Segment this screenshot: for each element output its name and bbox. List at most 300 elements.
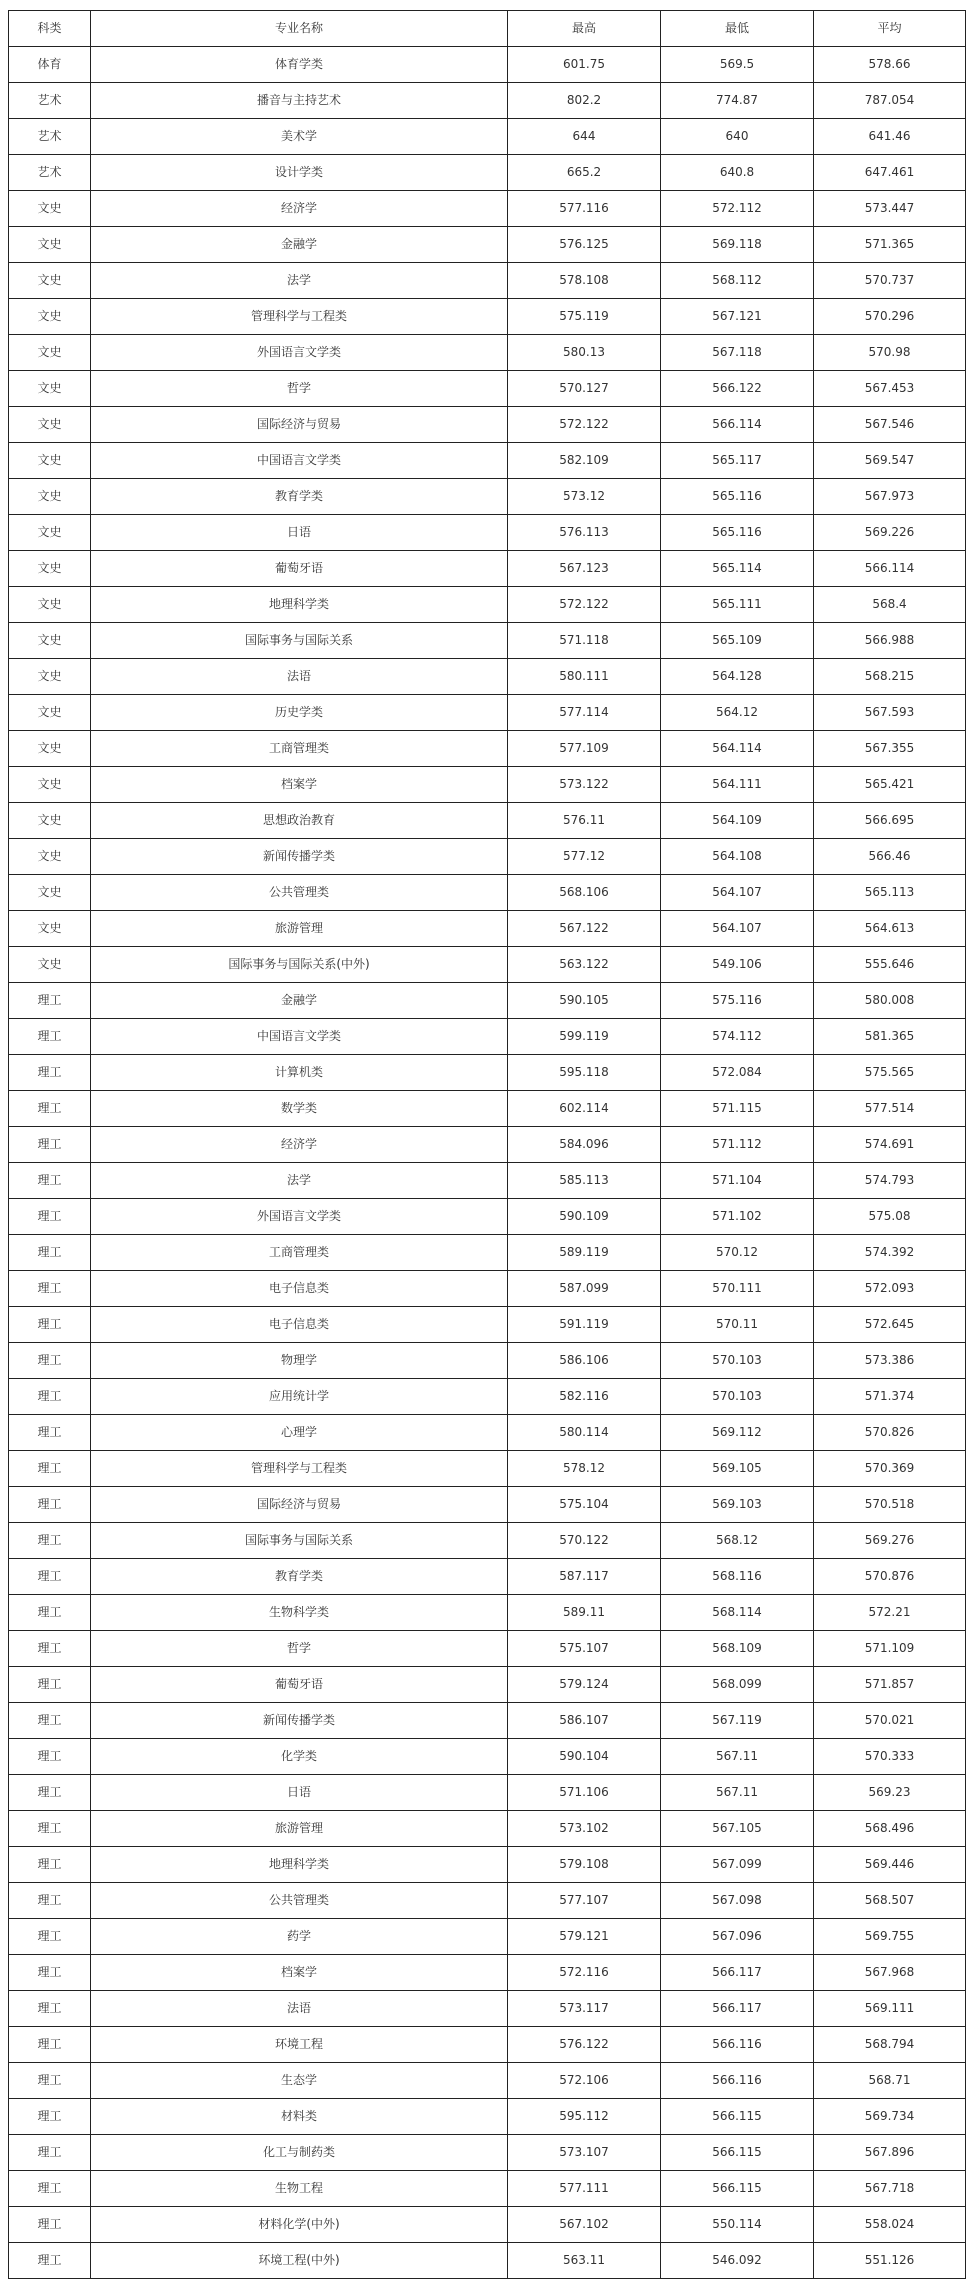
cell-max-score: 576.11 bbox=[508, 803, 661, 839]
cell-category: 理工 bbox=[9, 2243, 91, 2279]
cell-category: 理工 bbox=[9, 1559, 91, 1595]
cell-avg-score: 566.695 bbox=[814, 803, 966, 839]
cell-category: 文史 bbox=[9, 335, 91, 371]
cell-avg-score: 571.109 bbox=[814, 1631, 966, 1667]
cell-max-score: 576.113 bbox=[508, 515, 661, 551]
table-row bbox=[9, 1091, 966, 1127]
cell-max-score: 577.116 bbox=[508, 191, 661, 227]
cell-avg-score: 567.355 bbox=[814, 731, 966, 767]
cell-category: 理工 bbox=[9, 2099, 91, 2135]
cell-avg-score: 572.21 bbox=[814, 1595, 966, 1631]
cell-max-score: 571.118 bbox=[508, 623, 661, 659]
cell-max-score: 577.12 bbox=[508, 839, 661, 875]
cell-category: 文史 bbox=[9, 947, 91, 983]
cell-max-score: 567.123 bbox=[508, 551, 661, 587]
cell-min-score: 567.118 bbox=[661, 335, 814, 371]
cell-min-score: 570.12 bbox=[661, 1235, 814, 1271]
table-header-row bbox=[9, 11, 966, 47]
cell-max-score: 585.113 bbox=[508, 1163, 661, 1199]
cell-max-score: 580.111 bbox=[508, 659, 661, 695]
table-row bbox=[9, 1631, 966, 1667]
cell-min-score: 568.099 bbox=[661, 1667, 814, 1703]
cell-avg-score: 569.755 bbox=[814, 1919, 966, 1955]
cell-avg-score: 569.446 bbox=[814, 1847, 966, 1883]
table-row bbox=[9, 1847, 966, 1883]
table-row bbox=[9, 1127, 966, 1163]
cell-avg-score: 569.23 bbox=[814, 1775, 966, 1811]
cell-min-score: 570.103 bbox=[661, 1379, 814, 1415]
cell-min-score: 564.107 bbox=[661, 875, 814, 911]
cell-min-score: 572.084 bbox=[661, 1055, 814, 1091]
cell-category: 理工 bbox=[9, 1595, 91, 1631]
cell-max-score: 577.109 bbox=[508, 731, 661, 767]
cell-min-score: 566.116 bbox=[661, 2063, 814, 2099]
table-body bbox=[9, 47, 966, 2279]
header-major-name: 专业名称 bbox=[91, 11, 508, 47]
cell-avg-score: 569.734 bbox=[814, 2099, 966, 2135]
cell-category: 理工 bbox=[9, 1487, 91, 1523]
cell-max-score: 580.13 bbox=[508, 335, 661, 371]
table-row bbox=[9, 1739, 966, 1775]
cell-major-name: 生物科学类 bbox=[91, 1595, 508, 1631]
cell-min-score: 567.096 bbox=[661, 1919, 814, 1955]
table-row bbox=[9, 1883, 966, 1919]
cell-max-score: 572.122 bbox=[508, 587, 661, 623]
cell-max-score: 644 bbox=[508, 119, 661, 155]
cell-major-name: 数学类 bbox=[91, 1091, 508, 1127]
cell-category: 理工 bbox=[9, 1883, 91, 1919]
cell-category: 艺术 bbox=[9, 119, 91, 155]
cell-avg-score: 575.08 bbox=[814, 1199, 966, 1235]
cell-category: 艺术 bbox=[9, 155, 91, 191]
cell-category: 理工 bbox=[9, 1055, 91, 1091]
header-category: 科类 bbox=[9, 11, 91, 47]
table-row bbox=[9, 587, 966, 623]
cell-category: 理工 bbox=[9, 1631, 91, 1667]
table-row bbox=[9, 1019, 966, 1055]
cell-major-name: 地理科学类 bbox=[91, 587, 508, 623]
cell-min-score: 566.115 bbox=[661, 2171, 814, 2207]
table-row bbox=[9, 1595, 966, 1631]
table-row bbox=[9, 803, 966, 839]
cell-major-name: 材料类 bbox=[91, 2099, 508, 2135]
table-row bbox=[9, 227, 966, 263]
cell-min-score: 569.118 bbox=[661, 227, 814, 263]
cell-category: 理工 bbox=[9, 1091, 91, 1127]
cell-min-score: 575.116 bbox=[661, 983, 814, 1019]
cell-major-name: 教育学类 bbox=[91, 479, 508, 515]
cell-category: 理工 bbox=[9, 1019, 91, 1055]
cell-avg-score: 569.111 bbox=[814, 1991, 966, 2027]
cell-max-score: 582.116 bbox=[508, 1379, 661, 1415]
cell-category: 理工 bbox=[9, 1523, 91, 1559]
cell-major-name: 化学类 bbox=[91, 1739, 508, 1775]
cell-min-score: 564.128 bbox=[661, 659, 814, 695]
table-row bbox=[9, 155, 966, 191]
cell-max-score: 591.119 bbox=[508, 1307, 661, 1343]
cell-major-name: 思想政治教育 bbox=[91, 803, 508, 839]
table-row bbox=[9, 2171, 966, 2207]
cell-max-score: 602.114 bbox=[508, 1091, 661, 1127]
cell-avg-score: 581.365 bbox=[814, 1019, 966, 1055]
cell-avg-score: 568.496 bbox=[814, 1811, 966, 1847]
cell-category: 理工 bbox=[9, 1703, 91, 1739]
cell-avg-score: 571.365 bbox=[814, 227, 966, 263]
table-row bbox=[9, 515, 966, 551]
cell-category: 理工 bbox=[9, 1235, 91, 1271]
cell-major-name: 计算机类 bbox=[91, 1055, 508, 1091]
table-row bbox=[9, 2027, 966, 2063]
table-row bbox=[9, 1415, 966, 1451]
cell-avg-score: 567.593 bbox=[814, 695, 966, 731]
cell-category: 理工 bbox=[9, 1127, 91, 1163]
cell-major-name: 工商管理类 bbox=[91, 731, 508, 767]
cell-major-name: 哲学 bbox=[91, 371, 508, 407]
table-row bbox=[9, 1991, 966, 2027]
cell-avg-score: 551.126 bbox=[814, 2243, 966, 2279]
cell-category: 理工 bbox=[9, 1919, 91, 1955]
table-row bbox=[9, 407, 966, 443]
cell-avg-score: 571.374 bbox=[814, 1379, 966, 1415]
table-row bbox=[9, 83, 966, 119]
cell-category: 文史 bbox=[9, 803, 91, 839]
cell-major-name: 材料化学(中外) bbox=[91, 2207, 508, 2243]
cell-major-name: 金融学 bbox=[91, 983, 508, 1019]
cell-category: 文史 bbox=[9, 731, 91, 767]
cell-min-score: 566.117 bbox=[661, 1955, 814, 1991]
cell-max-score: 584.096 bbox=[508, 1127, 661, 1163]
table-row bbox=[9, 1775, 966, 1811]
cell-category: 理工 bbox=[9, 1379, 91, 1415]
cell-category: 艺术 bbox=[9, 83, 91, 119]
cell-min-score: 564.109 bbox=[661, 803, 814, 839]
cell-min-score: 568.114 bbox=[661, 1595, 814, 1631]
cell-min-score: 566.117 bbox=[661, 1991, 814, 2027]
cell-max-score: 587.117 bbox=[508, 1559, 661, 1595]
cell-avg-score: 567.968 bbox=[814, 1955, 966, 1991]
cell-major-name: 播音与主持艺术 bbox=[91, 83, 508, 119]
cell-max-score: 571.106 bbox=[508, 1775, 661, 1811]
cell-avg-score: 568.71 bbox=[814, 2063, 966, 2099]
cell-category: 理工 bbox=[9, 1667, 91, 1703]
cell-major-name: 葡萄牙语 bbox=[91, 1667, 508, 1703]
cell-max-score: 575.107 bbox=[508, 1631, 661, 1667]
table-row bbox=[9, 1379, 966, 1415]
cell-category: 理工 bbox=[9, 2027, 91, 2063]
table-row bbox=[9, 1055, 966, 1091]
cell-max-score: 586.107 bbox=[508, 1703, 661, 1739]
cell-avg-score: 566.114 bbox=[814, 551, 966, 587]
cell-min-score: 566.115 bbox=[661, 2099, 814, 2135]
cell-max-score: 578.108 bbox=[508, 263, 661, 299]
cell-min-score: 570.103 bbox=[661, 1343, 814, 1379]
cell-major-name: 国际经济与贸易 bbox=[91, 1487, 508, 1523]
cell-max-score: 573.117 bbox=[508, 1991, 661, 2027]
cell-min-score: 565.114 bbox=[661, 551, 814, 587]
table-row bbox=[9, 119, 966, 155]
cell-major-name: 地理科学类 bbox=[91, 1847, 508, 1883]
cell-category: 理工 bbox=[9, 2171, 91, 2207]
cell-major-name: 生态学 bbox=[91, 2063, 508, 2099]
cell-major-name: 化工与制药类 bbox=[91, 2135, 508, 2171]
cell-avg-score: 567.546 bbox=[814, 407, 966, 443]
cell-major-name: 新闻传播学类 bbox=[91, 839, 508, 875]
table-row bbox=[9, 947, 966, 983]
cell-category: 文史 bbox=[9, 659, 91, 695]
cell-max-score: 572.116 bbox=[508, 1955, 661, 1991]
cell-max-score: 577.111 bbox=[508, 2171, 661, 2207]
table-row bbox=[9, 1955, 966, 1991]
table-row bbox=[9, 1163, 966, 1199]
cell-major-name: 生物工程 bbox=[91, 2171, 508, 2207]
cell-major-name: 美术学 bbox=[91, 119, 508, 155]
cell-category: 理工 bbox=[9, 1415, 91, 1451]
cell-avg-score: 570.333 bbox=[814, 1739, 966, 1775]
cell-min-score: 567.11 bbox=[661, 1775, 814, 1811]
cell-major-name: 环境工程 bbox=[91, 2027, 508, 2063]
cell-avg-score: 573.386 bbox=[814, 1343, 966, 1379]
cell-min-score: 550.114 bbox=[661, 2207, 814, 2243]
cell-category: 理工 bbox=[9, 1451, 91, 1487]
cell-major-name: 国际事务与国际关系 bbox=[91, 623, 508, 659]
cell-avg-score: 567.973 bbox=[814, 479, 966, 515]
cell-category: 体育 bbox=[9, 47, 91, 83]
cell-max-score: 572.122 bbox=[508, 407, 661, 443]
cell-major-name: 旅游管理 bbox=[91, 911, 508, 947]
cell-major-name: 日语 bbox=[91, 515, 508, 551]
cell-min-score: 569.103 bbox=[661, 1487, 814, 1523]
table-row bbox=[9, 623, 966, 659]
header-avg-score: 平均 bbox=[814, 11, 966, 47]
table-row bbox=[9, 47, 966, 83]
cell-category: 理工 bbox=[9, 1199, 91, 1235]
table-row bbox=[9, 1559, 966, 1595]
cell-avg-score: 570.369 bbox=[814, 1451, 966, 1487]
table-row bbox=[9, 1235, 966, 1271]
cell-avg-score: 570.98 bbox=[814, 335, 966, 371]
table-row bbox=[9, 443, 966, 479]
cell-category: 理工 bbox=[9, 1775, 91, 1811]
table-row bbox=[9, 1271, 966, 1307]
cell-major-name: 工商管理类 bbox=[91, 1235, 508, 1271]
cell-min-score: 566.116 bbox=[661, 2027, 814, 2063]
cell-max-score: 577.107 bbox=[508, 1883, 661, 1919]
cell-major-name: 中国语言文学类 bbox=[91, 1019, 508, 1055]
cell-major-name: 新闻传播学类 bbox=[91, 1703, 508, 1739]
cell-major-name: 应用统计学 bbox=[91, 1379, 508, 1415]
cell-max-score: 589.11 bbox=[508, 1595, 661, 1631]
cell-avg-score: 568.794 bbox=[814, 2027, 966, 2063]
cell-avg-score: 787.054 bbox=[814, 83, 966, 119]
cell-avg-score: 568.4 bbox=[814, 587, 966, 623]
cell-category: 文史 bbox=[9, 191, 91, 227]
cell-min-score: 567.105 bbox=[661, 1811, 814, 1847]
cell-category: 理工 bbox=[9, 2063, 91, 2099]
cell-category: 文史 bbox=[9, 515, 91, 551]
cell-avg-score: 574.793 bbox=[814, 1163, 966, 1199]
cell-min-score: 546.092 bbox=[661, 2243, 814, 2279]
cell-avg-score: 569.276 bbox=[814, 1523, 966, 1559]
cell-category: 文史 bbox=[9, 587, 91, 623]
table-row bbox=[9, 371, 966, 407]
header-max-score: 最高 bbox=[508, 11, 661, 47]
cell-major-name: 公共管理类 bbox=[91, 875, 508, 911]
cell-min-score: 568.109 bbox=[661, 1631, 814, 1667]
cell-avg-score: 565.113 bbox=[814, 875, 966, 911]
cell-max-score: 579.121 bbox=[508, 1919, 661, 1955]
cell-min-score: 640.8 bbox=[661, 155, 814, 191]
cell-avg-score: 569.226 bbox=[814, 515, 966, 551]
cell-max-score: 573.102 bbox=[508, 1811, 661, 1847]
cell-category: 理工 bbox=[9, 1163, 91, 1199]
cell-major-name: 金融学 bbox=[91, 227, 508, 263]
cell-major-name: 国际经济与贸易 bbox=[91, 407, 508, 443]
cell-max-score: 576.122 bbox=[508, 2027, 661, 2063]
cell-avg-score: 566.988 bbox=[814, 623, 966, 659]
cell-avg-score: 567.453 bbox=[814, 371, 966, 407]
cell-min-score: 567.119 bbox=[661, 1703, 814, 1739]
table-row bbox=[9, 1811, 966, 1847]
cell-max-score: 568.106 bbox=[508, 875, 661, 911]
cell-min-score: 569.5 bbox=[661, 47, 814, 83]
cell-avg-score: 570.518 bbox=[814, 1487, 966, 1523]
cell-min-score: 564.107 bbox=[661, 911, 814, 947]
cell-category: 文史 bbox=[9, 443, 91, 479]
cell-avg-score: 564.613 bbox=[814, 911, 966, 947]
table-row bbox=[9, 1343, 966, 1379]
cell-avg-score: 568.215 bbox=[814, 659, 966, 695]
cell-min-score: 567.099 bbox=[661, 1847, 814, 1883]
cell-min-score: 565.116 bbox=[661, 515, 814, 551]
cell-max-score: 599.119 bbox=[508, 1019, 661, 1055]
table-row bbox=[9, 911, 966, 947]
cell-min-score: 571.115 bbox=[661, 1091, 814, 1127]
cell-major-name: 管理科学与工程类 bbox=[91, 1451, 508, 1487]
cell-max-score: 563.122 bbox=[508, 947, 661, 983]
cell-min-score: 567.098 bbox=[661, 1883, 814, 1919]
cell-major-name: 物理学 bbox=[91, 1343, 508, 1379]
cell-max-score: 575.119 bbox=[508, 299, 661, 335]
cell-avg-score: 569.547 bbox=[814, 443, 966, 479]
cell-max-score: 572.106 bbox=[508, 2063, 661, 2099]
cell-max-score: 563.11 bbox=[508, 2243, 661, 2279]
cell-major-name: 法语 bbox=[91, 659, 508, 695]
table-row bbox=[9, 299, 966, 335]
cell-min-score: 565.111 bbox=[661, 587, 814, 623]
table-row bbox=[9, 1919, 966, 1955]
table-row bbox=[9, 1199, 966, 1235]
cell-min-score: 565.109 bbox=[661, 623, 814, 659]
cell-avg-score: 567.896 bbox=[814, 2135, 966, 2171]
cell-avg-score: 570.826 bbox=[814, 1415, 966, 1451]
cell-category: 理工 bbox=[9, 1955, 91, 1991]
cell-major-name: 设计学类 bbox=[91, 155, 508, 191]
cell-min-score: 571.112 bbox=[661, 1127, 814, 1163]
cell-major-name: 日语 bbox=[91, 1775, 508, 1811]
table-row bbox=[9, 479, 966, 515]
cell-major-name: 心理学 bbox=[91, 1415, 508, 1451]
cell-major-name: 体育学类 bbox=[91, 47, 508, 83]
cell-category: 理工 bbox=[9, 2207, 91, 2243]
cell-category: 文史 bbox=[9, 695, 91, 731]
cell-min-score: 570.11 bbox=[661, 1307, 814, 1343]
cell-max-score: 579.108 bbox=[508, 1847, 661, 1883]
cell-max-score: 573.122 bbox=[508, 767, 661, 803]
cell-min-score: 640 bbox=[661, 119, 814, 155]
cell-max-score: 573.107 bbox=[508, 2135, 661, 2171]
cell-category: 理工 bbox=[9, 1811, 91, 1847]
cell-avg-score: 574.691 bbox=[814, 1127, 966, 1163]
cell-category: 理工 bbox=[9, 2135, 91, 2171]
cell-avg-score: 567.718 bbox=[814, 2171, 966, 2207]
cell-avg-score: 570.737 bbox=[814, 263, 966, 299]
cell-major-name: 国际事务与国际关系 bbox=[91, 1523, 508, 1559]
cell-max-score: 578.12 bbox=[508, 1451, 661, 1487]
cell-major-name: 档案学 bbox=[91, 1955, 508, 1991]
cell-avg-score: 571.857 bbox=[814, 1667, 966, 1703]
table-row bbox=[9, 1487, 966, 1523]
cell-min-score: 567.121 bbox=[661, 299, 814, 335]
cell-major-name: 旅游管理 bbox=[91, 1811, 508, 1847]
cell-max-score: 580.114 bbox=[508, 1415, 661, 1451]
cell-max-score: 579.124 bbox=[508, 1667, 661, 1703]
cell-max-score: 595.118 bbox=[508, 1055, 661, 1091]
cell-min-score: 774.87 bbox=[661, 83, 814, 119]
cell-avg-score: 580.008 bbox=[814, 983, 966, 1019]
cell-major-name: 经济学 bbox=[91, 191, 508, 227]
cell-max-score: 590.109 bbox=[508, 1199, 661, 1235]
table-row bbox=[9, 551, 966, 587]
cell-avg-score: 558.024 bbox=[814, 2207, 966, 2243]
cell-min-score: 564.108 bbox=[661, 839, 814, 875]
cell-major-name: 环境工程(中外) bbox=[91, 2243, 508, 2279]
cell-avg-score: 577.514 bbox=[814, 1091, 966, 1127]
cell-category: 文史 bbox=[9, 551, 91, 587]
cell-category: 理工 bbox=[9, 1739, 91, 1775]
cell-major-name: 法学 bbox=[91, 1163, 508, 1199]
table-row bbox=[9, 1451, 966, 1487]
table-row bbox=[9, 1703, 966, 1739]
cell-max-score: 802.2 bbox=[508, 83, 661, 119]
table-row bbox=[9, 875, 966, 911]
cell-major-name: 法语 bbox=[91, 1991, 508, 2027]
cell-min-score: 566.114 bbox=[661, 407, 814, 443]
cell-min-score: 566.115 bbox=[661, 2135, 814, 2171]
cell-max-score: 601.75 bbox=[508, 47, 661, 83]
cell-min-score: 570.111 bbox=[661, 1271, 814, 1307]
table-row bbox=[9, 2135, 966, 2171]
cell-category: 文史 bbox=[9, 623, 91, 659]
cell-avg-score: 570.876 bbox=[814, 1559, 966, 1595]
cell-max-score: 590.105 bbox=[508, 983, 661, 1019]
cell-major-name: 管理科学与工程类 bbox=[91, 299, 508, 335]
cell-category: 文史 bbox=[9, 371, 91, 407]
cell-category: 文史 bbox=[9, 479, 91, 515]
cell-avg-score: 572.093 bbox=[814, 1271, 966, 1307]
cell-min-score: 566.122 bbox=[661, 371, 814, 407]
cell-avg-score: 566.46 bbox=[814, 839, 966, 875]
table-row bbox=[9, 191, 966, 227]
cell-major-name: 电子信息类 bbox=[91, 1307, 508, 1343]
cell-category: 文史 bbox=[9, 911, 91, 947]
cell-avg-score: 568.507 bbox=[814, 1883, 966, 1919]
cell-min-score: 565.116 bbox=[661, 479, 814, 515]
cell-category: 理工 bbox=[9, 1271, 91, 1307]
cell-major-name: 经济学 bbox=[91, 1127, 508, 1163]
cell-max-score: 573.12 bbox=[508, 479, 661, 515]
table-row bbox=[9, 2063, 966, 2099]
cell-max-score: 582.109 bbox=[508, 443, 661, 479]
